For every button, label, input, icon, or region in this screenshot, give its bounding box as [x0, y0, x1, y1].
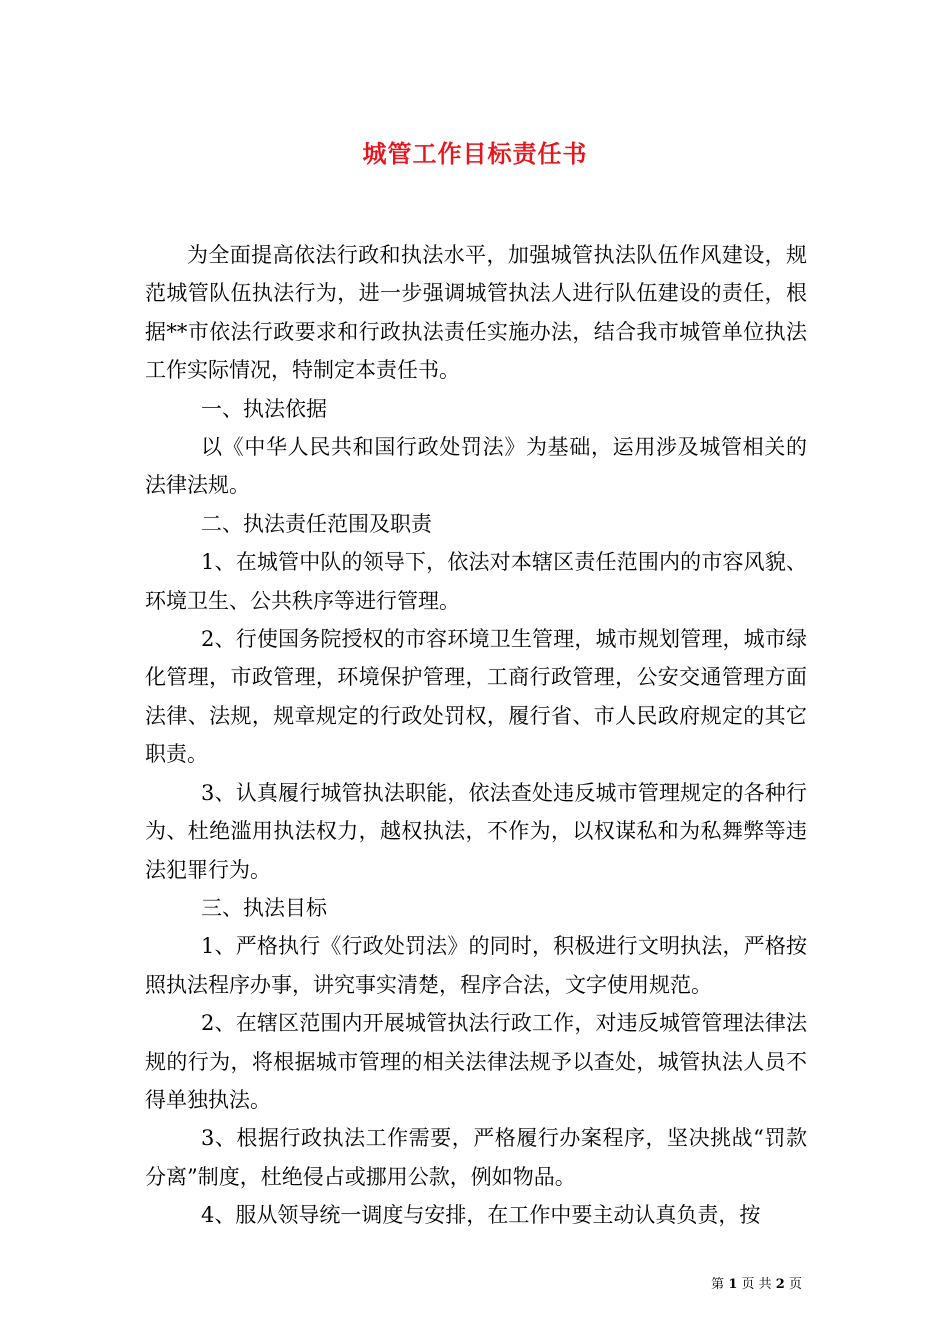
page-title: 城管工作目标责任书: [362, 139, 588, 168]
paragraph-basis: 以《中华人民共和国行政处罚法》为基础，运用涉及城管相关的法律法规。: [145, 435, 807, 498]
section-heading-basis: 一、执法依据: [201, 396, 327, 421]
paragraph-goal-2: 2、在辖区范围内开展城管执法行政工作，对违反城管管理法律法规的行为，将根据城市管理的相关法律法规予以查处，城管执法人员不得单独执法。: [145, 1011, 807, 1112]
section-heading-goals: 三、执法目标: [201, 895, 327, 920]
paragraph-goal-3: 3、根据行政执法工作需要，严格履行办案程序，坚决挑战“罚款分离”制度，杜绝侵占或挪用公款，例如物品。: [145, 1126, 807, 1189]
paragraph-goal-1: 1、严格执行《行政处罚法》的同时，积极进行文明执法，严格按照执法程序办事，讲究事实清楚，程序合法，文字使用规范。: [145, 934, 807, 997]
footer-current-page: 1: [728, 1277, 738, 1292]
page-number-footer: [711, 1273, 802, 1292]
footer-prefix: 第: [711, 1277, 725, 1292]
paragraph-scope-3: 3、认真履行城管执法职能，依法查处违反城市管理规定的各种行为、杜绝滥用执法权力，越权执法，不作为，以权谋私和为私舞弊等违法犯罪行为。: [145, 780, 807, 882]
footer-total-pages: 2: [775, 1277, 785, 1292]
paragraph-scope-1: 1、在城管中队的领导下，依法对本辖区责任范围内的市容风貌、环境卫生、公共秩序等进行管理。: [145, 550, 807, 613]
footer-suffix: 页: [788, 1277, 802, 1292]
paragraph-intro: 为全面提高依法行政和执法水平，加强城管执法队伍作风建设，规范城管队伍执法行为，进一步强调城管执法人进行队伍建设的责任，根据**市依法行政要求和行政执法责任实施办法，结合我市城管单位执法工作实际情况，特制定本责任书。: [145, 243, 807, 383]
section-heading-scope: 二、执法责任范围及职责: [201, 511, 432, 536]
document-body: [145, 236, 807, 1235]
footer-middle: 页 共: [741, 1277, 772, 1292]
paragraph-goal-4: 4、服从领导统一调度与安排，在工作中要主动认真负责，按: [201, 1203, 761, 1228]
paragraph-scope-2: 2、行使国务院授权的市容环境卫生管理，城市规划管理，城市绿化管理，市政管理，环境保护管理，工商行政管理，公安交通管理方面法律、法规，规章规定的行政处罚权，履行省、市人民政府规定的其它职责。: [145, 627, 807, 767]
